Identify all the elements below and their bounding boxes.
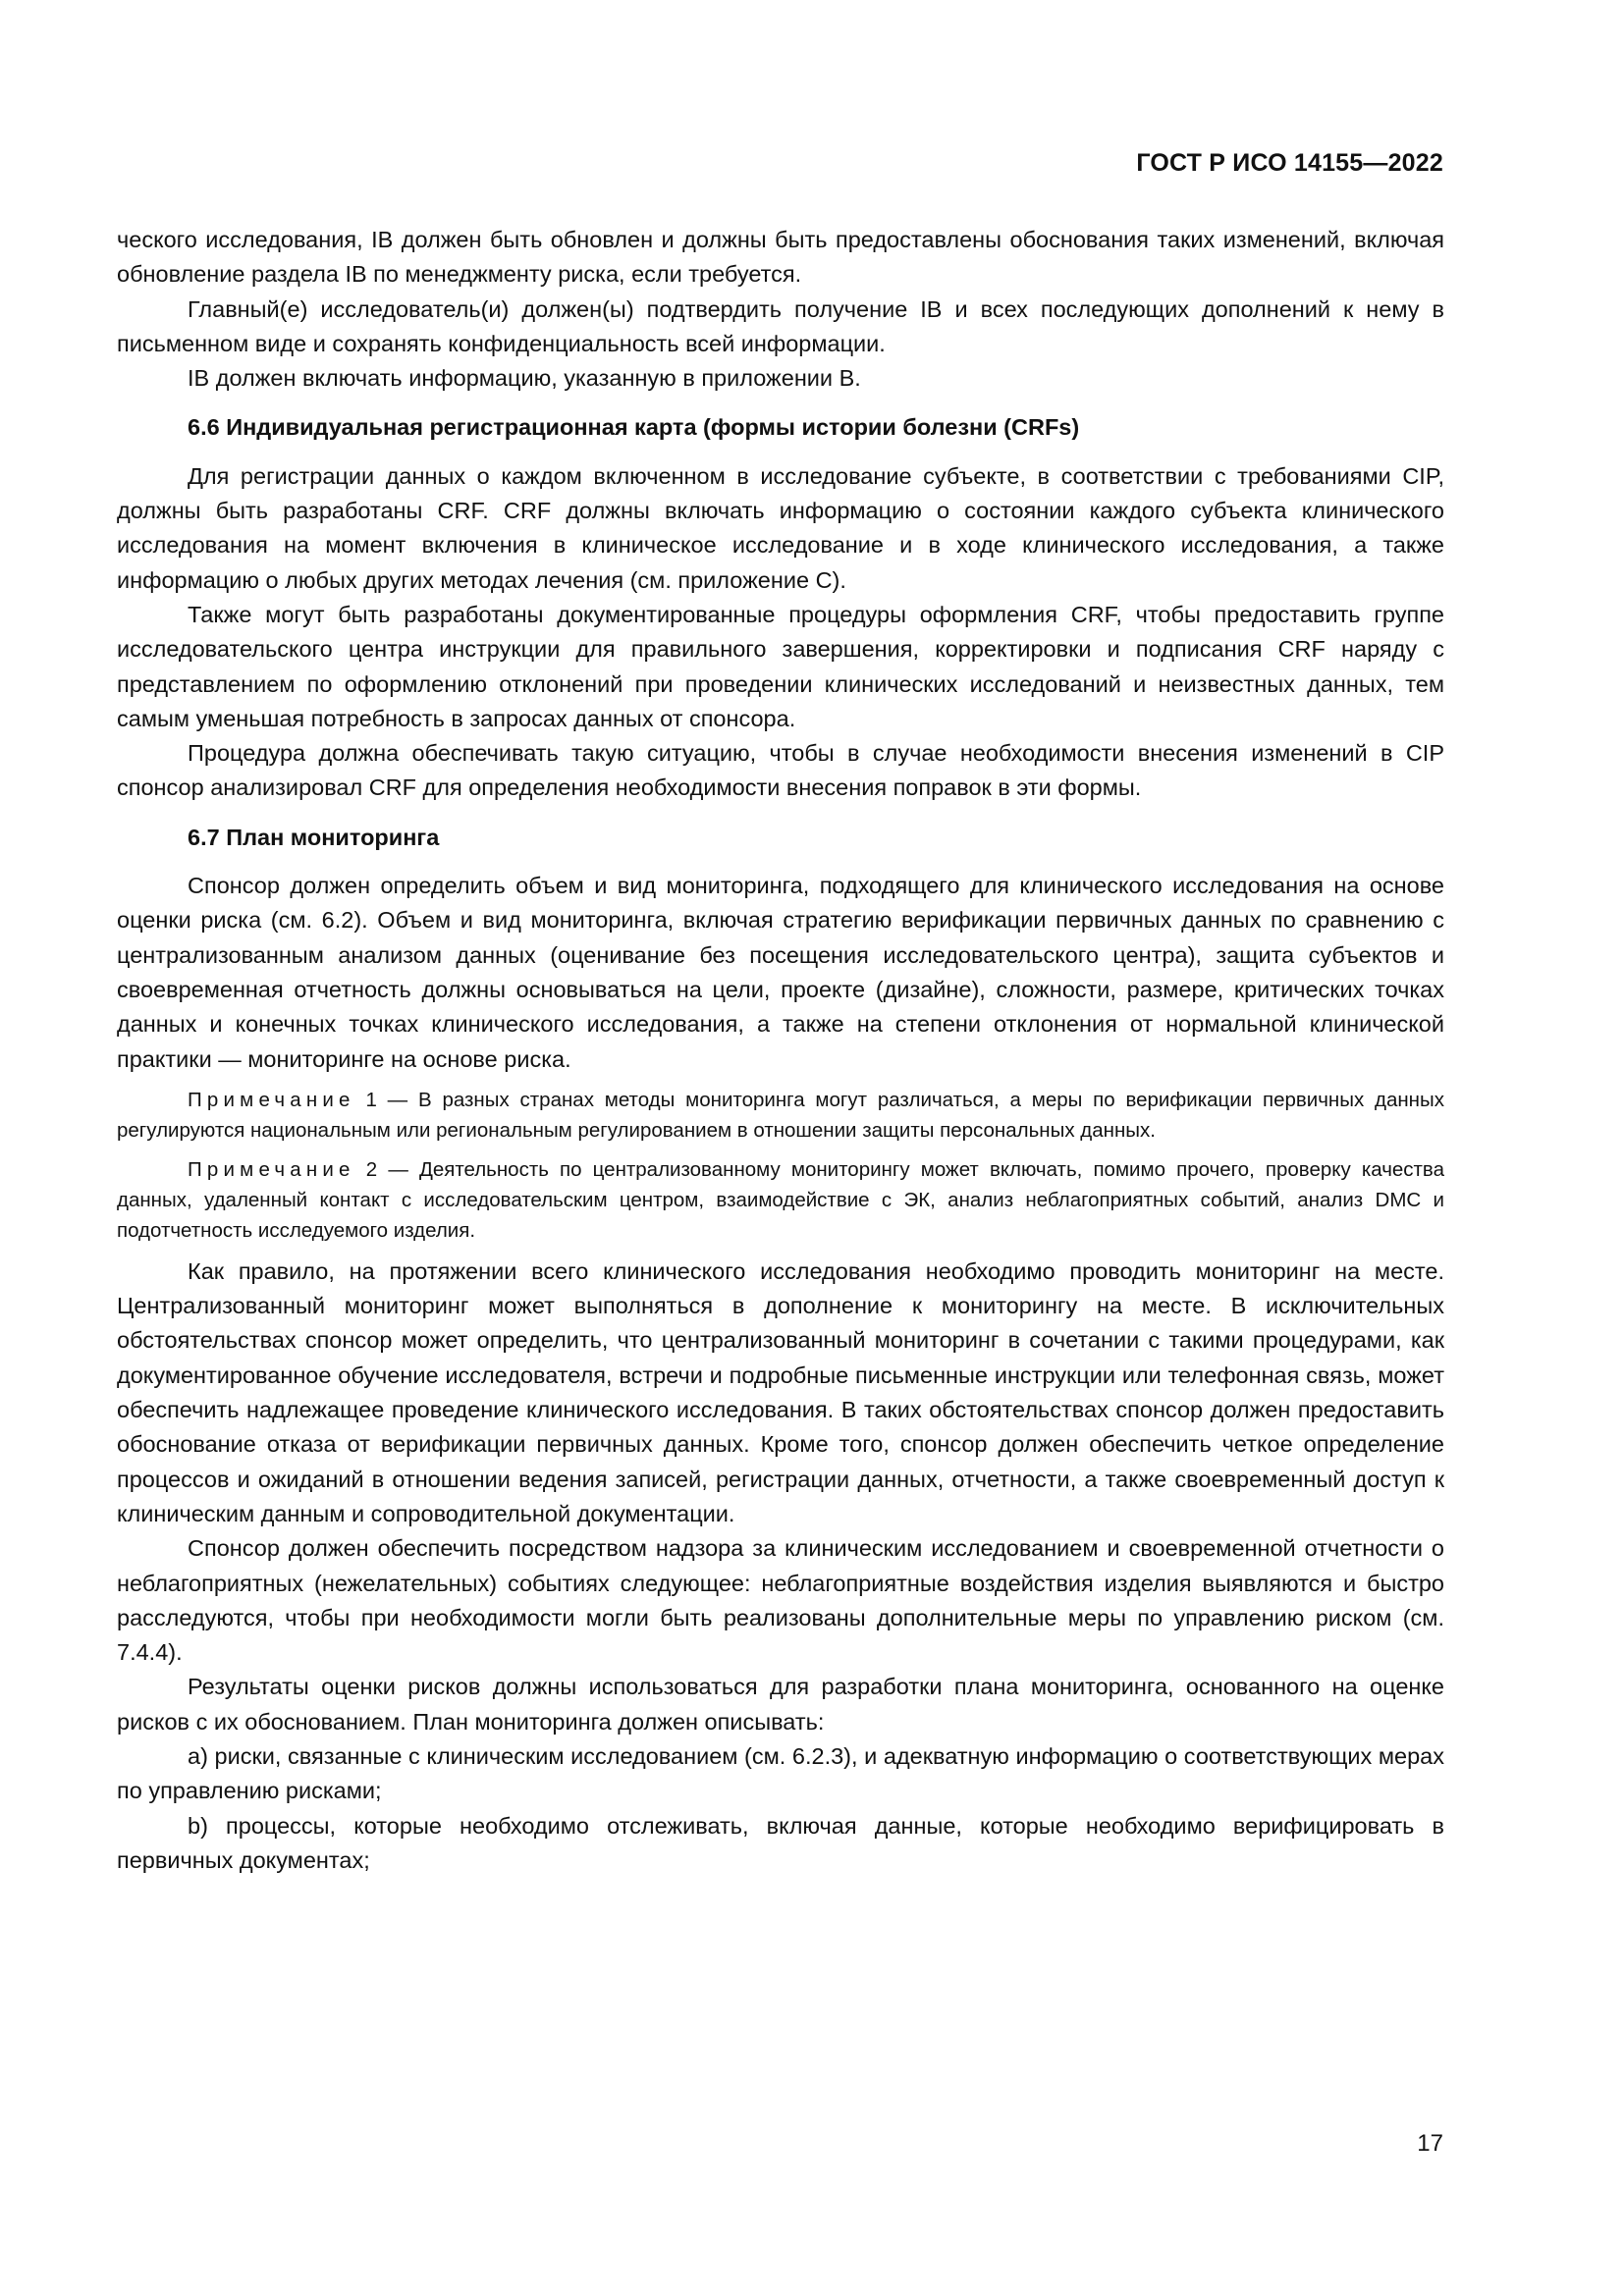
section-heading-6-6: 6.6 Индивидуальная регистрационная карта (формы истории болезни (CRFs) [188,414,1080,441]
page-number: 17 [1417,2130,1443,2157]
body-paragraph: IB должен включать информацию, указанную в приложении В. [188,365,861,392]
list-item-a: a) риски, связанные с клиническим исследованием (см. 6.2.3), и адекватную информацию о соответствующих мерах по управлению рисками; [117,1742,1444,1804]
note-label: Примечание [188,1088,355,1111]
body-paragraph: Результаты оценки рисков должны использоваться для разработки плана мониторинга, основанного на оценке рисков с их обоснованием. План мониторинга должен описывать: [117,1674,1444,1735]
body-paragraph: ческого исследования, IB должен быть обновлен и должны быть предоставлены обоснования таких изменений, включая обновление раздела IB по менеджменту риска, если требуется. [117,227,1444,288]
body-paragraph: Спонсор должен определить объем и вид мониторинга, подходящего для клинического исследования на основе оценки риска (см. 6.2). Объем и вид мониторинга, включая стратегию верификации первичных данных по сравнению с централизованным анализом данных (оценивание без посещения исследовательского центра), защита субъектов и своевременная отчетность должны основываться на цели, проекте (дизайне), сложности, размере, критических точках данных и конечных точках клинического исследования, а также на степени отклонения от нормальной клинической практики — мониторинге на основе риска. [117,873,1444,1072]
note-1 [117,1085,1444,1146]
note-2 [117,1154,1444,1246]
body-paragraph: Главный(е) исследователь(и) должен(ы) подтвердить получение IB и всех последующих дополнений к нему в письменном виде и сохранять конфиденциальность всей информации. [117,295,1444,356]
section-heading-6-7: 6.7 План мониторинга [188,824,440,850]
body-paragraph: Спонсор должен обеспечить посредством надзора за клиническим исследованием и своевременной отчетности о неблагоприятных (нежелательных) событиях следующее: неблагоприятные воздействия изделия выявляются и быстро расследуются, чтобы при необходимости могли быть реализованы дополнительные меры по управлению риском (см. 7.4.4). [117,1535,1444,1666]
page-body [117,223,1444,1878]
note-text: 2 — Деятельность по централизованному мониторингу может включать, помимо прочего, проверку качества данных, удаленный контакт с исследовательским центром, взаимодействие с ЭК, анализ неблагоприятных событий, анализ DMC и подотчетность исследуемого изделия. [117,1157,1444,1242]
body-paragraph: Также могут быть разработаны документированные процедуры оформления CRF, чтобы предоставить группе исследовательского центра инструкции для правильного завершения, корректировки и подписания CRF наряду с представлением по оформлению отклонений при проведении клинических исследований и неизвестных данных, тем самым уменьшая потребность в запросах данных от спонсора. [117,601,1444,731]
document-header-id: ГОСТ Р ИСО 14155—2022 [1136,149,1443,177]
note-label: Примечание [188,1157,355,1181]
body-paragraph: Для регистрации данных о каждом включенном в исследование субъекте, в соответствии с требованиями CIP, должны быть разработаны CRF. CRF должны включать информацию о состоянии каждого субъекта клинического исследования на момент включения в клиническое исследование и в ходе клинического исследования, а также информацию о любых других методах лечения (см. приложение С). [117,462,1444,593]
body-paragraph: Процедура должна обеспечивать такую ситуацию, чтобы в случае необходимости внесения изменений в CIP спонсор анализировал CRF для определения необходимости внесения поправок в эти формы. [117,740,1444,801]
note-text: 1 — В разных странах методы мониторинга могут различаться, а меры по верификации первичных данных регулируются национальным или региональным регулированием в отношении защиты персональных данных. [117,1088,1444,1142]
body-paragraph: Как правило, на протяжении всего клинического исследования необходимо проводить мониторинг на месте. Централизованный мониторинг может выполняться в дополнение к мониторингу на месте. В исключительных обстоятельствах спонсор может определить, что централизованный мониторинг в сочетании с такими процедурами, как документированное обучение исследователя, встречи и подробные письменные инструкции или телефонная связь, может обеспечить надлежащее проведение клинического исследования. В таких обстоятельствах спонсор должен предоставить обоснование отказа от верификации первичных данных. Кроме того, спонсор должен обеспечить четкое определение процессов и ожиданий в отношении ведения записей, регистрации данных, отчетности, а также своевременный доступ к клиническим данным и сопроводительной документации. [117,1257,1444,1526]
list-item-b: b) процессы, которые необходимо отслеживать, включая данные, которые необходимо верифицировать в первичных документах; [117,1812,1444,1873]
